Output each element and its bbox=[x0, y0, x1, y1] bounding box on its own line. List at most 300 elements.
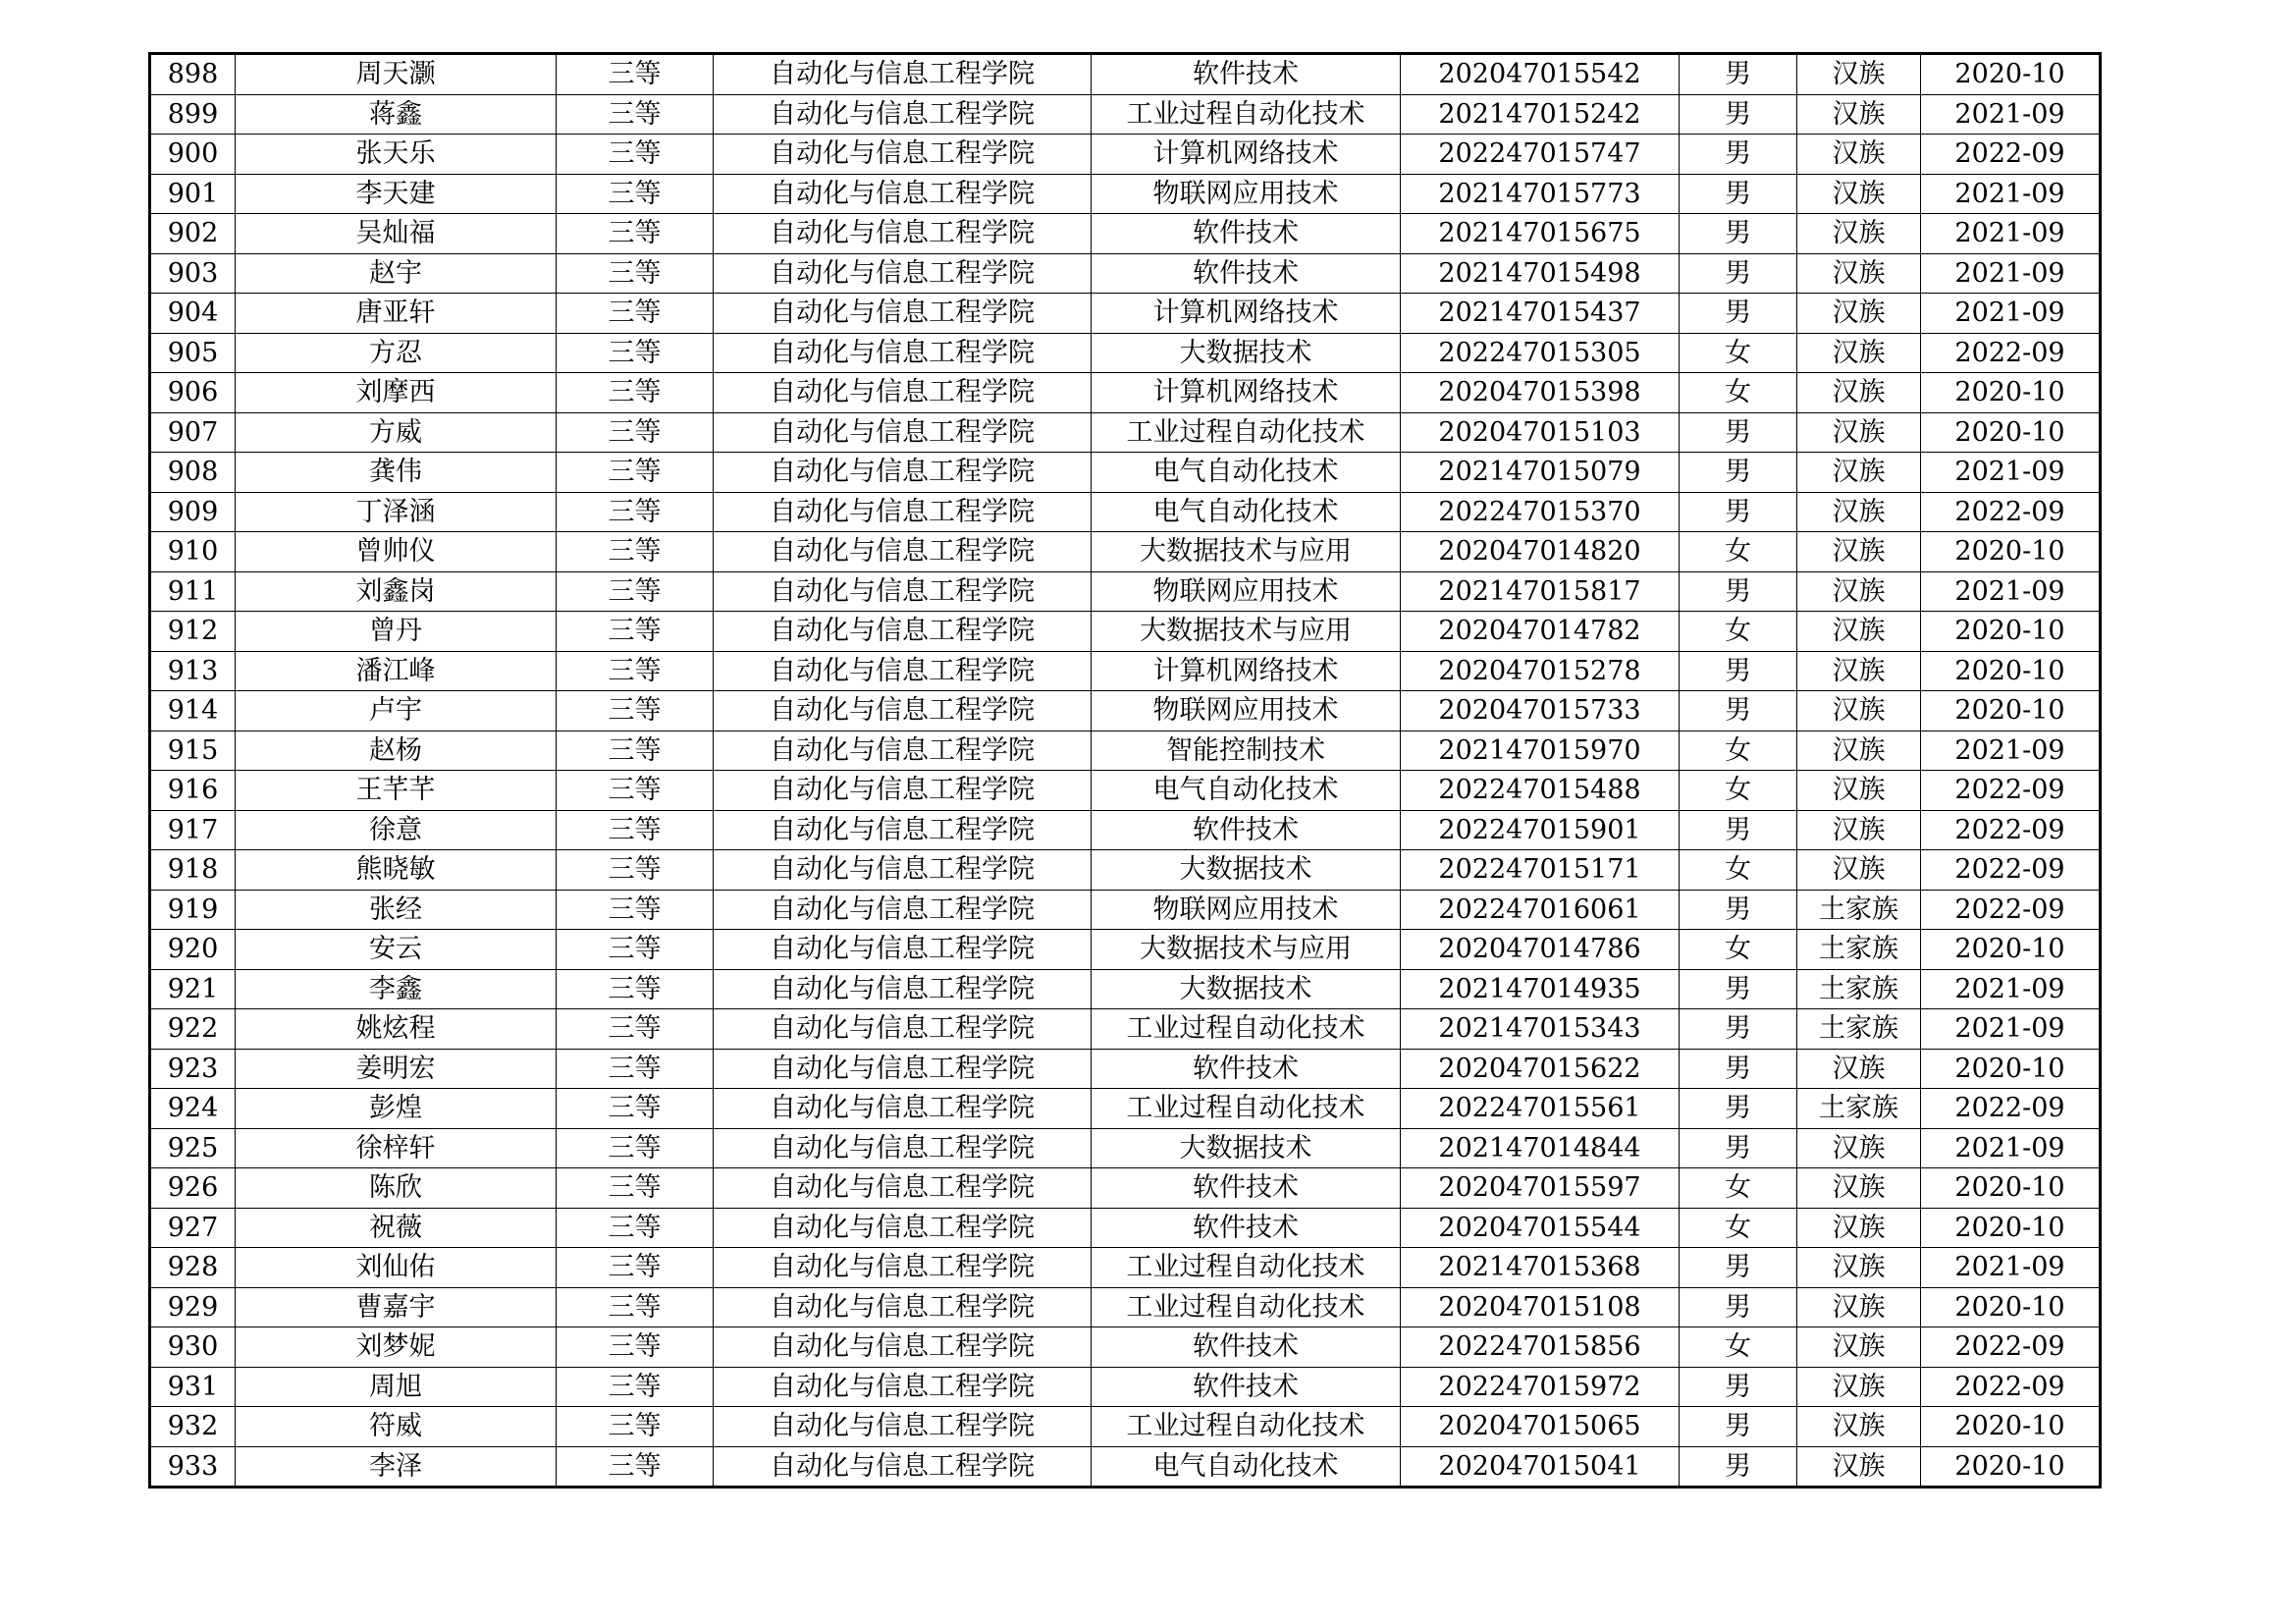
cell-enrollment-date: 2020-10 bbox=[1921, 691, 2101, 731]
cell-award-level: 三等 bbox=[557, 253, 714, 294]
cell-award-level: 三等 bbox=[557, 571, 714, 612]
cell-student-id: 202047015597 bbox=[1401, 1168, 1680, 1209]
cell-student-name: 龚伟 bbox=[236, 453, 557, 493]
cell-enrollment-date: 2022-09 bbox=[1921, 333, 2101, 373]
cell-gender: 女 bbox=[1680, 532, 1797, 572]
cell-award-level: 三等 bbox=[557, 294, 714, 334]
cell-student-id: 202047015041 bbox=[1401, 1446, 1680, 1488]
cell-award-level: 三等 bbox=[557, 651, 714, 691]
cell-ethnicity: 土家族 bbox=[1797, 1009, 1921, 1050]
cell-college: 自动化与信息工程学院 bbox=[714, 771, 1092, 811]
cell-ethnicity: 汉族 bbox=[1797, 1367, 1921, 1407]
cell-student-id: 202147015773 bbox=[1401, 174, 1680, 214]
cell-major: 电气自动化技术 bbox=[1092, 492, 1401, 532]
cell-student-name: 曹嘉宇 bbox=[236, 1287, 557, 1327]
cell-major: 软件技术 bbox=[1092, 214, 1401, 254]
cell-enrollment-date: 2022-09 bbox=[1921, 492, 2101, 532]
cell-college: 自动化与信息工程学院 bbox=[714, 1327, 1092, 1368]
cell-ethnicity: 汉族 bbox=[1797, 532, 1921, 572]
cell-seq-no: 932 bbox=[150, 1407, 236, 1447]
cell-student-name: 陈欣 bbox=[236, 1168, 557, 1209]
cell-award-level: 三等 bbox=[557, 969, 714, 1009]
cell-enrollment-date: 2021-09 bbox=[1921, 731, 2101, 771]
cell-enrollment-date: 2020-10 bbox=[1921, 412, 2101, 453]
cell-seq-no: 922 bbox=[150, 1009, 236, 1050]
cell-major: 物联网应用技术 bbox=[1092, 571, 1401, 612]
cell-student-id: 202247015747 bbox=[1401, 135, 1680, 175]
table-row bbox=[150, 1446, 2101, 1488]
cell-student-name: 李泽 bbox=[236, 1446, 557, 1488]
cell-enrollment-date: 2021-09 bbox=[1921, 294, 2101, 334]
cell-student-name: 徐意 bbox=[236, 810, 557, 850]
cell-seq-no: 911 bbox=[150, 571, 236, 612]
cell-student-name: 符威 bbox=[236, 1407, 557, 1447]
cell-ethnicity: 汉族 bbox=[1797, 253, 1921, 294]
cell-enrollment-date: 2021-09 bbox=[1921, 1009, 2101, 1050]
cell-seq-no: 900 bbox=[150, 135, 236, 175]
cell-student-name: 安云 bbox=[236, 930, 557, 970]
cell-award-level: 三等 bbox=[557, 1168, 714, 1209]
cell-major: 软件技术 bbox=[1092, 1049, 1401, 1089]
cell-enrollment-date: 2020-10 bbox=[1921, 930, 2101, 970]
cell-major: 软件技术 bbox=[1092, 1327, 1401, 1368]
cell-ethnicity: 汉族 bbox=[1797, 294, 1921, 334]
cell-student-name: 祝薇 bbox=[236, 1208, 557, 1248]
cell-major: 大数据技术与应用 bbox=[1092, 532, 1401, 572]
table-row bbox=[150, 731, 2101, 771]
cell-seq-no: 930 bbox=[150, 1327, 236, 1368]
cell-ethnicity: 汉族 bbox=[1797, 1287, 1921, 1327]
cell-ethnicity: 汉族 bbox=[1797, 771, 1921, 811]
cell-ethnicity: 汉族 bbox=[1797, 214, 1921, 254]
cell-ethnicity: 土家族 bbox=[1797, 969, 1921, 1009]
cell-college: 自动化与信息工程学院 bbox=[714, 1168, 1092, 1209]
cell-student-id: 202047015544 bbox=[1401, 1208, 1680, 1248]
cell-student-name: 姚炫程 bbox=[236, 1009, 557, 1050]
table-row bbox=[150, 94, 2101, 135]
cell-gender: 男 bbox=[1680, 1089, 1797, 1129]
cell-student-name: 曾帅仪 bbox=[236, 532, 557, 572]
table-row bbox=[150, 532, 2101, 572]
cell-student-id: 202047015542 bbox=[1401, 54, 1680, 95]
cell-major: 大数据技术 bbox=[1092, 969, 1401, 1009]
cell-college: 自动化与信息工程学院 bbox=[714, 1287, 1092, 1327]
cell-enrollment-date: 2021-09 bbox=[1921, 253, 2101, 294]
cell-ethnicity: 汉族 bbox=[1797, 412, 1921, 453]
cell-college: 自动化与信息工程学院 bbox=[714, 1208, 1092, 1248]
cell-seq-no: 905 bbox=[150, 333, 236, 373]
cell-award-level: 三等 bbox=[557, 810, 714, 850]
cell-major: 计算机网络技术 bbox=[1092, 651, 1401, 691]
table-row bbox=[150, 612, 2101, 652]
cell-gender: 男 bbox=[1680, 1009, 1797, 1050]
cell-enrollment-date: 2022-09 bbox=[1921, 1367, 2101, 1407]
table-row bbox=[150, 1168, 2101, 1209]
cell-student-name: 熊晓敏 bbox=[236, 850, 557, 891]
cell-seq-no: 898 bbox=[150, 54, 236, 95]
cell-student-name: 彭煌 bbox=[236, 1089, 557, 1129]
cell-student-id: 202247015901 bbox=[1401, 810, 1680, 850]
cell-ethnicity: 汉族 bbox=[1797, 174, 1921, 214]
cell-student-name: 方忍 bbox=[236, 333, 557, 373]
cell-college: 自动化与信息工程学院 bbox=[714, 1367, 1092, 1407]
cell-seq-no: 933 bbox=[150, 1446, 236, 1488]
cell-major: 电气自动化技术 bbox=[1092, 453, 1401, 493]
cell-award-level: 三等 bbox=[557, 174, 714, 214]
cell-gender: 男 bbox=[1680, 1049, 1797, 1089]
cell-gender: 女 bbox=[1680, 930, 1797, 970]
cell-major: 智能控制技术 bbox=[1092, 731, 1401, 771]
cell-student-name: 周天灏 bbox=[236, 54, 557, 95]
cell-seq-no: 929 bbox=[150, 1287, 236, 1327]
cell-seq-no: 923 bbox=[150, 1049, 236, 1089]
cell-gender: 男 bbox=[1680, 691, 1797, 731]
table-row bbox=[150, 1367, 2101, 1407]
cell-seq-no: 931 bbox=[150, 1367, 236, 1407]
cell-student-id: 202147015368 bbox=[1401, 1248, 1680, 1288]
table-row bbox=[150, 253, 2101, 294]
cell-college: 自动化与信息工程学院 bbox=[714, 135, 1092, 175]
cell-student-id: 202147015675 bbox=[1401, 214, 1680, 254]
cell-award-level: 三等 bbox=[557, 1367, 714, 1407]
cell-student-name: 刘鑫岗 bbox=[236, 571, 557, 612]
cell-award-level: 三等 bbox=[557, 612, 714, 652]
cell-seq-no: 899 bbox=[150, 94, 236, 135]
cell-college: 自动化与信息工程学院 bbox=[714, 94, 1092, 135]
cell-gender: 男 bbox=[1680, 294, 1797, 334]
table-row bbox=[150, 571, 2101, 612]
table-row bbox=[150, 1287, 2101, 1327]
cell-major: 电气自动化技术 bbox=[1092, 771, 1401, 811]
cell-college: 自动化与信息工程学院 bbox=[714, 1128, 1092, 1168]
cell-college: 自动化与信息工程学院 bbox=[714, 612, 1092, 652]
cell-student-id: 202147015079 bbox=[1401, 453, 1680, 493]
cell-student-name: 赵宇 bbox=[236, 253, 557, 294]
cell-gender: 男 bbox=[1680, 1367, 1797, 1407]
cell-college: 自动化与信息工程学院 bbox=[714, 1089, 1092, 1129]
cell-award-level: 三等 bbox=[557, 94, 714, 135]
cell-seq-no: 915 bbox=[150, 731, 236, 771]
cell-student-name: 张天乐 bbox=[236, 135, 557, 175]
cell-enrollment-date: 2022-09 bbox=[1921, 890, 2101, 930]
cell-award-level: 三等 bbox=[557, 1089, 714, 1129]
cell-student-id: 202247015488 bbox=[1401, 771, 1680, 811]
table-row bbox=[150, 373, 2101, 413]
cell-gender: 男 bbox=[1680, 94, 1797, 135]
cell-award-level: 三等 bbox=[557, 54, 714, 95]
cell-award-level: 三等 bbox=[557, 1327, 714, 1368]
cell-ethnicity: 汉族 bbox=[1797, 1407, 1921, 1447]
cell-college: 自动化与信息工程学院 bbox=[714, 1407, 1092, 1447]
cell-gender: 女 bbox=[1680, 612, 1797, 652]
cell-student-name: 王芊芊 bbox=[236, 771, 557, 811]
cell-student-name: 张经 bbox=[236, 890, 557, 930]
table-row bbox=[150, 890, 2101, 930]
cell-student-id: 202247015561 bbox=[1401, 1089, 1680, 1129]
cell-seq-no: 918 bbox=[150, 850, 236, 891]
cell-college: 自动化与信息工程学院 bbox=[714, 412, 1092, 453]
cell-enrollment-date: 2020-10 bbox=[1921, 54, 2101, 95]
cell-college: 自动化与信息工程学院 bbox=[714, 930, 1092, 970]
cell-seq-no: 914 bbox=[150, 691, 236, 731]
cell-award-level: 三等 bbox=[557, 890, 714, 930]
table-row bbox=[150, 54, 2101, 95]
cell-gender: 男 bbox=[1680, 135, 1797, 175]
cell-college: 自动化与信息工程学院 bbox=[714, 373, 1092, 413]
cell-gender: 女 bbox=[1680, 1208, 1797, 1248]
table-row bbox=[150, 1208, 2101, 1248]
cell-award-level: 三等 bbox=[557, 412, 714, 453]
cell-student-id: 202147015343 bbox=[1401, 1009, 1680, 1050]
cell-enrollment-date: 2022-09 bbox=[1921, 1089, 2101, 1129]
cell-enrollment-date: 2022-09 bbox=[1921, 771, 2101, 811]
cell-major: 物联网应用技术 bbox=[1092, 691, 1401, 731]
cell-student-name: 卢宇 bbox=[236, 691, 557, 731]
cell-enrollment-date: 2020-10 bbox=[1921, 1208, 2101, 1248]
cell-enrollment-date: 2021-09 bbox=[1921, 571, 2101, 612]
cell-seq-no: 921 bbox=[150, 969, 236, 1009]
cell-ethnicity: 汉族 bbox=[1797, 94, 1921, 135]
cell-student-id: 202047015103 bbox=[1401, 412, 1680, 453]
cell-college: 自动化与信息工程学院 bbox=[714, 1009, 1092, 1050]
cell-enrollment-date: 2020-10 bbox=[1921, 612, 2101, 652]
cell-enrollment-date: 2020-10 bbox=[1921, 1407, 2101, 1447]
cell-gender: 男 bbox=[1680, 571, 1797, 612]
cell-ethnicity: 汉族 bbox=[1797, 691, 1921, 731]
cell-student-name: 李鑫 bbox=[236, 969, 557, 1009]
cell-major: 计算机网络技术 bbox=[1092, 135, 1401, 175]
cell-award-level: 三等 bbox=[557, 1446, 714, 1488]
cell-student-id: 202047014820 bbox=[1401, 532, 1680, 572]
cell-college: 自动化与信息工程学院 bbox=[714, 532, 1092, 572]
table-row bbox=[150, 453, 2101, 493]
cell-student-name: 吴灿福 bbox=[236, 214, 557, 254]
cell-gender: 女 bbox=[1680, 731, 1797, 771]
cell-major: 工业过程自动化技术 bbox=[1092, 1089, 1401, 1129]
cell-award-level: 三等 bbox=[557, 930, 714, 970]
award-list-table bbox=[148, 52, 2102, 1489]
cell-gender: 男 bbox=[1680, 1407, 1797, 1447]
cell-seq-no: 907 bbox=[150, 412, 236, 453]
cell-gender: 男 bbox=[1680, 253, 1797, 294]
cell-college: 自动化与信息工程学院 bbox=[714, 731, 1092, 771]
cell-award-level: 三等 bbox=[557, 373, 714, 413]
cell-award-level: 三等 bbox=[557, 532, 714, 572]
cell-seq-no: 902 bbox=[150, 214, 236, 254]
cell-seq-no: 920 bbox=[150, 930, 236, 970]
cell-seq-no: 904 bbox=[150, 294, 236, 334]
cell-enrollment-date: 2022-09 bbox=[1921, 1327, 2101, 1368]
cell-major: 大数据技术与应用 bbox=[1092, 930, 1401, 970]
cell-award-level: 三等 bbox=[557, 731, 714, 771]
cell-college: 自动化与信息工程学院 bbox=[714, 1049, 1092, 1089]
cell-major: 计算机网络技术 bbox=[1092, 373, 1401, 413]
cell-student-name: 刘梦妮 bbox=[236, 1327, 557, 1368]
cell-student-id: 202147015498 bbox=[1401, 253, 1680, 294]
cell-student-id: 202247015171 bbox=[1401, 850, 1680, 891]
cell-major: 软件技术 bbox=[1092, 1367, 1401, 1407]
cell-ethnicity: 汉族 bbox=[1797, 373, 1921, 413]
cell-enrollment-date: 2020-10 bbox=[1921, 1168, 2101, 1209]
cell-major: 工业过程自动化技术 bbox=[1092, 94, 1401, 135]
cell-award-level: 三等 bbox=[557, 1049, 714, 1089]
cell-major: 工业过程自动化技术 bbox=[1092, 1407, 1401, 1447]
cell-award-level: 三等 bbox=[557, 1208, 714, 1248]
table-row bbox=[150, 1089, 2101, 1129]
cell-major: 大数据技术 bbox=[1092, 850, 1401, 891]
cell-gender: 男 bbox=[1680, 1128, 1797, 1168]
cell-gender: 男 bbox=[1680, 492, 1797, 532]
cell-college: 自动化与信息工程学院 bbox=[714, 850, 1092, 891]
cell-ethnicity: 汉族 bbox=[1797, 135, 1921, 175]
table-row bbox=[150, 850, 2101, 891]
cell-gender: 女 bbox=[1680, 1327, 1797, 1368]
cell-seq-no: 916 bbox=[150, 771, 236, 811]
cell-student-name: 方威 bbox=[236, 412, 557, 453]
cell-student-name: 丁泽涵 bbox=[236, 492, 557, 532]
cell-college: 自动化与信息工程学院 bbox=[714, 253, 1092, 294]
table-row bbox=[150, 1248, 2101, 1288]
cell-gender: 女 bbox=[1680, 1168, 1797, 1209]
cell-gender: 男 bbox=[1680, 810, 1797, 850]
cell-seq-no: 901 bbox=[150, 174, 236, 214]
cell-student-id: 202147015437 bbox=[1401, 294, 1680, 334]
cell-student-name: 李天建 bbox=[236, 174, 557, 214]
cell-student-id: 202047014786 bbox=[1401, 930, 1680, 970]
cell-ethnicity: 汉族 bbox=[1797, 1128, 1921, 1168]
cell-major: 软件技术 bbox=[1092, 253, 1401, 294]
cell-major: 计算机网络技术 bbox=[1092, 294, 1401, 334]
cell-ethnicity: 汉族 bbox=[1797, 850, 1921, 891]
cell-award-level: 三等 bbox=[557, 1287, 714, 1327]
cell-student-name: 姜明宏 bbox=[236, 1049, 557, 1089]
cell-student-id: 202147015970 bbox=[1401, 731, 1680, 771]
cell-enrollment-date: 2021-09 bbox=[1921, 969, 2101, 1009]
cell-gender: 男 bbox=[1680, 1446, 1797, 1488]
table-row bbox=[150, 492, 2101, 532]
cell-gender: 男 bbox=[1680, 969, 1797, 1009]
table-row bbox=[150, 691, 2101, 731]
cell-ethnicity: 汉族 bbox=[1797, 54, 1921, 95]
cell-major: 工业过程自动化技术 bbox=[1092, 1287, 1401, 1327]
table-row bbox=[150, 135, 2101, 175]
cell-college: 自动化与信息工程学院 bbox=[714, 492, 1092, 532]
cell-gender: 男 bbox=[1680, 412, 1797, 453]
cell-gender: 男 bbox=[1680, 174, 1797, 214]
cell-student-id: 202147014935 bbox=[1401, 969, 1680, 1009]
cell-seq-no: 909 bbox=[150, 492, 236, 532]
cell-ethnicity: 汉族 bbox=[1797, 1248, 1921, 1288]
cell-ethnicity: 汉族 bbox=[1797, 810, 1921, 850]
cell-enrollment-date: 2020-10 bbox=[1921, 373, 2101, 413]
cell-award-level: 三等 bbox=[557, 691, 714, 731]
cell-college: 自动化与信息工程学院 bbox=[714, 174, 1092, 214]
cell-ethnicity: 汉族 bbox=[1797, 1168, 1921, 1209]
cell-gender: 女 bbox=[1680, 850, 1797, 891]
cell-student-id: 202147015817 bbox=[1401, 571, 1680, 612]
cell-college: 自动化与信息工程学院 bbox=[714, 214, 1092, 254]
cell-enrollment-date: 2021-09 bbox=[1921, 94, 2101, 135]
cell-award-level: 三等 bbox=[557, 492, 714, 532]
cell-college: 自动化与信息工程学院 bbox=[714, 651, 1092, 691]
cell-student-name: 唐亚轩 bbox=[236, 294, 557, 334]
cell-ethnicity: 土家族 bbox=[1797, 1089, 1921, 1129]
cell-major: 大数据技术与应用 bbox=[1092, 612, 1401, 652]
cell-award-level: 三等 bbox=[557, 214, 714, 254]
cell-enrollment-date: 2020-10 bbox=[1921, 532, 2101, 572]
cell-ethnicity: 土家族 bbox=[1797, 890, 1921, 930]
cell-enrollment-date: 2022-09 bbox=[1921, 810, 2101, 850]
cell-gender: 男 bbox=[1680, 890, 1797, 930]
table-row bbox=[150, 969, 2101, 1009]
cell-major: 软件技术 bbox=[1092, 1168, 1401, 1209]
cell-seq-no: 924 bbox=[150, 1089, 236, 1129]
cell-ethnicity: 汉族 bbox=[1797, 571, 1921, 612]
cell-student-id: 202047015398 bbox=[1401, 373, 1680, 413]
cell-ethnicity: 汉族 bbox=[1797, 731, 1921, 771]
cell-gender: 男 bbox=[1680, 54, 1797, 95]
cell-gender: 女 bbox=[1680, 373, 1797, 413]
cell-gender: 男 bbox=[1680, 453, 1797, 493]
cell-student-name: 刘仙佑 bbox=[236, 1248, 557, 1288]
cell-enrollment-date: 2021-09 bbox=[1921, 453, 2101, 493]
cell-student-name: 蒋鑫 bbox=[236, 94, 557, 135]
cell-ethnicity: 汉族 bbox=[1797, 1049, 1921, 1089]
cell-ethnicity: 汉族 bbox=[1797, 453, 1921, 493]
cell-gender: 男 bbox=[1680, 214, 1797, 254]
cell-seq-no: 910 bbox=[150, 532, 236, 572]
cell-student-id: 202147014844 bbox=[1401, 1128, 1680, 1168]
cell-student-name: 赵杨 bbox=[236, 731, 557, 771]
cell-ethnicity: 汉族 bbox=[1797, 1446, 1921, 1488]
table-row bbox=[150, 294, 2101, 334]
table-row bbox=[150, 1327, 2101, 1368]
cell-gender: 男 bbox=[1680, 651, 1797, 691]
cell-major: 软件技术 bbox=[1092, 1208, 1401, 1248]
cell-enrollment-date: 2020-10 bbox=[1921, 1049, 2101, 1089]
cell-enrollment-date: 2020-10 bbox=[1921, 1446, 2101, 1488]
cell-major: 电气自动化技术 bbox=[1092, 1446, 1401, 1488]
cell-major: 工业过程自动化技术 bbox=[1092, 1248, 1401, 1288]
cell-college: 自动化与信息工程学院 bbox=[714, 810, 1092, 850]
cell-major: 大数据技术 bbox=[1092, 333, 1401, 373]
cell-award-level: 三等 bbox=[557, 333, 714, 373]
cell-college: 自动化与信息工程学院 bbox=[714, 294, 1092, 334]
cell-student-name: 曾丹 bbox=[236, 612, 557, 652]
cell-college: 自动化与信息工程学院 bbox=[714, 571, 1092, 612]
cell-gender: 男 bbox=[1680, 1287, 1797, 1327]
cell-student-id: 202247015305 bbox=[1401, 333, 1680, 373]
cell-award-level: 三等 bbox=[557, 771, 714, 811]
cell-enrollment-date: 2022-09 bbox=[1921, 850, 2101, 891]
cell-enrollment-date: 2021-09 bbox=[1921, 1248, 2101, 1288]
cell-college: 自动化与信息工程学院 bbox=[714, 969, 1092, 1009]
table-row bbox=[150, 333, 2101, 373]
cell-college: 自动化与信息工程学院 bbox=[714, 1248, 1092, 1288]
cell-gender: 女 bbox=[1680, 771, 1797, 811]
cell-award-level: 三等 bbox=[557, 1128, 714, 1168]
cell-award-level: 三等 bbox=[557, 850, 714, 891]
table-row bbox=[150, 214, 2101, 254]
cell-ethnicity: 汉族 bbox=[1797, 492, 1921, 532]
cell-award-level: 三等 bbox=[557, 135, 714, 175]
table-row bbox=[150, 1049, 2101, 1089]
cell-ethnicity: 汉族 bbox=[1797, 333, 1921, 373]
cell-enrollment-date: 2021-09 bbox=[1921, 214, 2101, 254]
cell-enrollment-date: 2021-09 bbox=[1921, 174, 2101, 214]
cell-student-id: 202247015972 bbox=[1401, 1367, 1680, 1407]
cell-seq-no: 928 bbox=[150, 1248, 236, 1288]
